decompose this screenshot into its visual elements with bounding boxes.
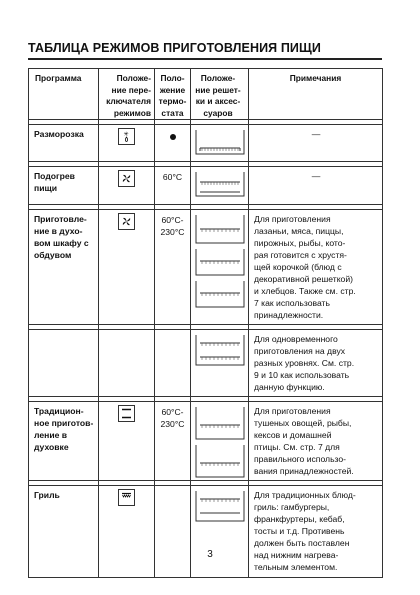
defrost-icon	[118, 128, 135, 145]
note-text: —	[249, 125, 383, 162]
program-name: Разморозка	[29, 125, 99, 162]
header-notes: Примечания	[249, 69, 383, 120]
header-selector: Положе- ние пере- ключателя режимов	[99, 69, 155, 120]
table-row	[29, 486, 383, 578]
table-row	[29, 167, 383, 205]
fan-icon	[118, 170, 135, 187]
program-name: Приготовле- ние в духо- вом шкафу с обдувом	[29, 210, 99, 325]
shelf-diagram	[191, 210, 249, 325]
note-text: Для приготовления лазаньи, мяса, пиццы, пирожных, рыбы, кото- рая готовится с хрустя- щей корочкой (блюд с декоративной решеткой) и хлебцов. Также см. стр. 7 как использовать принадлежности.	[249, 210, 383, 325]
top-bottom-heat-icon	[118, 405, 135, 422]
temperature-value: 60°C- 230°C	[155, 210, 191, 325]
header-shelf: Положе- ние решет- ки и аксес- суаров	[191, 69, 249, 120]
temperature-value: 60°C	[155, 167, 191, 205]
shelf-diagram	[191, 167, 249, 205]
shelf-diagram	[191, 330, 249, 397]
shelf-diagram	[191, 125, 249, 162]
note-text: Для приготовления тушеных овощей, рыбы, кексов и домашней птицы. См. стр. 7 для правильного использо- вания принадлежностей.	[249, 402, 383, 481]
table-row	[29, 402, 383, 481]
title-divider	[28, 58, 382, 60]
header-program: Программа	[29, 69, 99, 120]
page-number: 3	[207, 549, 213, 560]
dot-icon	[170, 134, 176, 140]
page-title: ТАБЛИЦА РЕЖИМОВ ПРИГОТОВЛЕНИЯ ПИЩИ	[28, 41, 321, 55]
temperature-value: 60°C- 230°C	[155, 402, 191, 481]
table-row	[29, 210, 383, 325]
note-text: Для одновременного приготовления на двух разных уровнях. См. стр. 9 и 10 как использовать данную функцию.	[249, 330, 383, 397]
note-text: Для традиционных блюд- гриль: гамбургеры, франкфуртеры, кебаб, тосты и т.д. Противень должен быть поставлен над нижним нагрева- тельным элементом.	[249, 486, 383, 578]
note-text: —	[249, 167, 383, 205]
table-row	[29, 330, 383, 397]
grill-icon	[118, 489, 135, 506]
shelf-diagram	[191, 402, 249, 481]
shelf-diagram	[191, 486, 249, 578]
fan-icon	[118, 213, 135, 230]
header-temperature: Поло- жение термо- стата	[155, 69, 191, 120]
svg-text:✳: ✳	[123, 131, 129, 139]
program-name: Подогрев пищи	[29, 167, 99, 205]
table-row	[29, 125, 383, 162]
program-name: Традицион- ное приготов- ление в духовке	[29, 402, 99, 481]
program-name: Гриль	[29, 486, 99, 578]
cooking-modes-table	[28, 68, 383, 578]
